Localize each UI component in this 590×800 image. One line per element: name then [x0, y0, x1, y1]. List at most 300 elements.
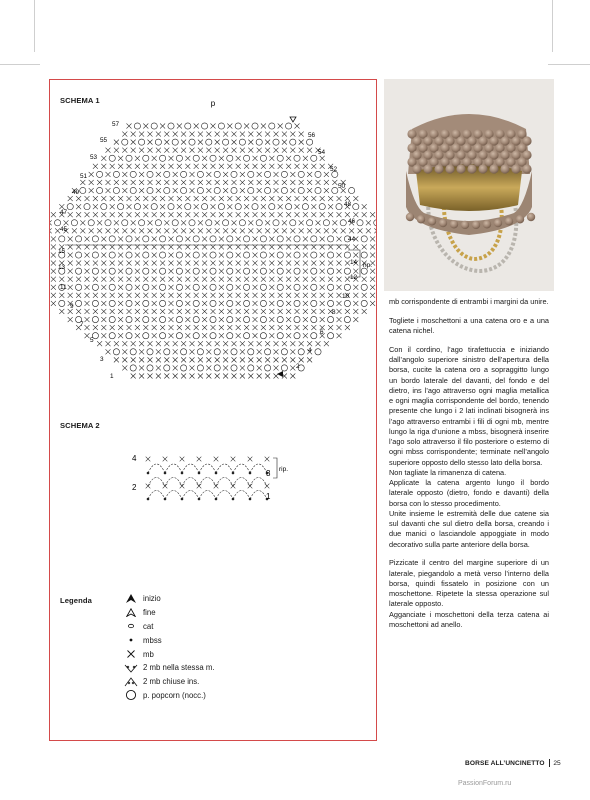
- stitch-mark: [248, 365, 254, 371]
- stitch-mark: [164, 187, 170, 193]
- stitch-mark: [370, 269, 375, 274]
- stitch-mark: [109, 333, 115, 339]
- stitch-mark: [294, 155, 300, 161]
- legend-label: 2 mb nella stessa m.: [143, 663, 215, 673]
- stitch-mark: [127, 293, 132, 298]
- stitch-mark: [253, 212, 258, 217]
- stitch-mark: [362, 212, 367, 217]
- stitch-mark: [299, 220, 304, 225]
- stitch-mark: [257, 172, 262, 177]
- stitch-mark: [366, 220, 371, 225]
- stitch-mark: [193, 333, 199, 339]
- stitch-mark: [277, 333, 283, 339]
- stitch-mark: [290, 341, 295, 346]
- stitch-mark: [139, 374, 144, 379]
- stitch-mark: [269, 309, 274, 314]
- stitch-mark: [307, 139, 313, 145]
- stitch-mark: [311, 236, 317, 242]
- stitch-mark: [324, 228, 329, 233]
- stitch-mark: [185, 285, 190, 290]
- stitch-mark: [143, 252, 149, 258]
- schema1-top-label: p: [210, 99, 216, 108]
- schema2-title: SCHEMA 2: [60, 421, 100, 430]
- stitch-mark: [253, 261, 258, 266]
- stitch-mark: [236, 333, 241, 338]
- stitch-mark: [345, 212, 350, 217]
- stitch-mark: [85, 277, 90, 282]
- stitch-mark: [290, 374, 295, 379]
- stitch-mark: [227, 124, 232, 129]
- stitch-mark: [244, 268, 250, 274]
- stitch-mark: [298, 349, 304, 355]
- stitch-mark: [164, 132, 169, 137]
- schema2-repeat-label: rip.: [279, 466, 289, 473]
- stitch-mark: [303, 325, 308, 330]
- stitch-mark: [277, 268, 283, 274]
- stitch-mark: [80, 187, 86, 193]
- stitch-mark: [110, 196, 115, 201]
- stitch-mark: [253, 269, 258, 274]
- stitch-mark: [260, 268, 266, 274]
- stitch-mark: [219, 317, 224, 322]
- stitch-mark: [337, 333, 342, 338]
- row-number: 55: [100, 137, 108, 144]
- stitch-mark: [337, 325, 342, 330]
- stitch-mark: [232, 357, 237, 362]
- row-number: 51: [80, 173, 88, 180]
- stitch-mark: [328, 325, 333, 330]
- stitch-mark: [110, 277, 115, 282]
- stitch-mark: [328, 204, 333, 209]
- stitch-mark: [177, 212, 182, 217]
- stitch-mark: [219, 236, 224, 241]
- stitch-mark: [114, 341, 119, 346]
- stitch-mark: [101, 164, 106, 169]
- stitch-mark: [143, 204, 148, 209]
- stitch-mark: [194, 124, 199, 129]
- stitch-mark: [361, 300, 367, 306]
- stitch-mark: [106, 349, 111, 354]
- stitch-mark: [148, 374, 153, 379]
- stitch-mark: [248, 457, 253, 462]
- stitch-mark: [135, 325, 140, 330]
- stitch-mark: [118, 204, 124, 210]
- stitch-mark: [349, 228, 354, 233]
- stitch-mark: [337, 309, 342, 314]
- stitch-mark: [286, 204, 292, 210]
- single-crochet-icon: [126, 649, 136, 659]
- stitch-mark: [210, 284, 216, 290]
- stitch-mark: [295, 204, 300, 209]
- stitch-mark: [257, 228, 262, 233]
- stitch-mark: [92, 268, 98, 274]
- stitch-mark: [215, 140, 220, 145]
- stitch-mark: [164, 341, 169, 346]
- stitch-mark: [198, 228, 203, 233]
- stitch-mark: [177, 309, 182, 314]
- stitch-mark: [160, 164, 165, 169]
- chain-arch: [216, 491, 233, 500]
- legend-label: p. popcorn (nocc.): [143, 690, 206, 700]
- stitch-mark: [311, 155, 317, 161]
- stitch-mark: [197, 457, 202, 462]
- stitch-mark: [173, 132, 178, 137]
- popcorn-bump: [439, 219, 447, 227]
- row-number: 6: [320, 329, 324, 336]
- legend-item: [122, 661, 322, 675]
- stitch-mark: [202, 261, 207, 266]
- stitch-mark: [148, 132, 153, 137]
- stitch-mark: [219, 333, 224, 338]
- stitch-mark: [210, 300, 216, 306]
- popcorn-bump: [412, 164, 421, 173]
- stitch-mark: [202, 236, 207, 241]
- stitch-mark: [240, 188, 245, 193]
- stitch-mark: [143, 261, 148, 266]
- stitch-mark: [193, 155, 199, 161]
- stitch-mark: [152, 333, 157, 338]
- stitch-mark: [89, 188, 94, 193]
- stitch-mark: [277, 252, 283, 258]
- stitch-mark: [177, 277, 182, 282]
- stitch-mark: [190, 357, 195, 362]
- stitch-mark: [290, 188, 295, 193]
- stitch-mark: [269, 325, 274, 330]
- stitch-mark: [290, 180, 295, 185]
- stitch-mark: [274, 172, 279, 177]
- stitch-mark: [370, 253, 375, 258]
- stitch-mark: [193, 236, 199, 242]
- stitch-mark: [218, 204, 224, 210]
- stitch-mark: [236, 309, 241, 314]
- stitch-mark: [269, 123, 275, 129]
- stitch-mark: [244, 325, 249, 330]
- stitch-mark: [109, 268, 115, 274]
- stitch-mark: [127, 124, 132, 129]
- stitch-mark: [51, 236, 56, 241]
- stitch-mark: [118, 309, 123, 314]
- page-number: 25: [553, 759, 561, 767]
- stitch-mark: [85, 301, 90, 306]
- stitch-mark: [260, 316, 266, 322]
- stitch-mark: [148, 180, 153, 185]
- stitch-mark: [274, 357, 279, 362]
- crochet-bag-illustration: [384, 79, 554, 291]
- stitch-mark: [337, 212, 342, 217]
- stitch-mark: [97, 171, 103, 177]
- stitch-mark: [223, 228, 228, 233]
- stitch-mark: [122, 139, 128, 145]
- stitch-mark: [152, 212, 157, 217]
- legend-label: cat: [143, 621, 154, 631]
- stitch-mark: [122, 228, 127, 233]
- popcorn-bump: [450, 220, 458, 228]
- stitch-mark: [176, 268, 182, 274]
- stitch-mark: [118, 317, 123, 322]
- stitch-mark: [173, 180, 178, 185]
- stitch-mark: [253, 236, 258, 241]
- stitch-mark: [278, 293, 283, 298]
- row-number: 45: [60, 226, 68, 233]
- stitch-mark: [260, 284, 266, 290]
- stitch-mark: [118, 261, 123, 266]
- stitch-mark: [248, 187, 254, 193]
- stitch-mark: [227, 252, 233, 258]
- footer-separator: [549, 759, 550, 767]
- stitch-mark: [185, 277, 190, 282]
- crop-mark: [0, 64, 40, 65]
- stitch-mark: [303, 196, 308, 201]
- stitch-mark: [295, 164, 300, 169]
- stitch-mark: [219, 285, 224, 290]
- stitch-mark: [311, 300, 317, 306]
- stitch-mark: [85, 325, 90, 330]
- stitch-mark: [68, 277, 73, 282]
- stitch-mark: [189, 220, 195, 226]
- stitch-mark: [232, 374, 237, 379]
- stitch-mark: [84, 204, 90, 210]
- stitch-mark: [176, 300, 182, 306]
- stitch-mark: [143, 212, 148, 217]
- stitch-mark: [281, 187, 287, 193]
- stitch-mark: [169, 333, 174, 338]
- row-number: 7: [80, 321, 84, 328]
- stitch-mark: [269, 277, 274, 282]
- stitch-mark: [127, 277, 132, 282]
- stitch-mark: [253, 317, 258, 322]
- stitch-mark: [185, 261, 190, 266]
- stitch-mark: [236, 317, 241, 322]
- stitch-mark: [328, 293, 333, 298]
- stitch-mark: [311, 293, 316, 298]
- legend-item: [122, 620, 322, 634]
- stitch-mark: [76, 261, 81, 266]
- stitch-mark: [311, 268, 317, 274]
- stitch-mark: [361, 252, 367, 258]
- schema2-repeat-bracket: [273, 458, 277, 478]
- stitch-mark: [193, 268, 199, 274]
- stitch-mark: [223, 188, 228, 193]
- stitch-mark: [257, 349, 262, 354]
- stitch-mark: [277, 300, 283, 306]
- stitch-mark: [344, 316, 350, 322]
- stitch-mark: [93, 196, 98, 201]
- stitch-mark: [131, 220, 136, 225]
- stitch-mark: [127, 309, 132, 314]
- stitch-mark: [248, 180, 253, 185]
- stitch-mark: [177, 204, 182, 209]
- stitch-mark: [109, 252, 115, 258]
- stitch-mark: [303, 317, 308, 322]
- stitch-mark: [85, 333, 90, 338]
- stitch-mark: [294, 300, 300, 306]
- stitch-mark: [286, 309, 291, 314]
- stitch-mark: [139, 228, 144, 233]
- crop-mark: [548, 64, 590, 65]
- stitch-mark: [370, 293, 375, 298]
- stitch-mark: [76, 277, 81, 282]
- stitch-mark: [328, 333, 334, 339]
- stitch-mark: [328, 300, 334, 306]
- stitch-mark: [181, 187, 187, 193]
- stitch-mark: [282, 132, 287, 137]
- stitch-mark: [244, 252, 250, 258]
- stitch-mark: [286, 325, 291, 330]
- stitch-mark: [244, 277, 249, 282]
- stitch-mark: [344, 300, 350, 306]
- stitch-mark: [156, 374, 161, 379]
- stitch-mark: [152, 253, 157, 258]
- stitch-mark: [202, 156, 207, 161]
- watermark: PassionForum.ru: [458, 780, 512, 787]
- stitch-mark: [169, 253, 174, 258]
- stitch-mark: [294, 252, 300, 258]
- article-paragraph: Con il cordino, l’ago tirafettuccia e iniziando dall’angolo superiore sinistro dell’apertura della borsa, cucite la catena oro a sopraggitto lungo un bordo laterale del davanti, del fondo e del dietro, ins l’ago attraverso ogni maglia metallica e ogni maglia corrispondente del bordo, tenendo presente che lungo i 2 lati inclinati bisognerà ins l’ago attraverso entrambi i fili di ogni mb, mentre lungo la riga d’unione a mbss, bisognerà inserire l’ago solo attraverso il filo posteriore o esterno di ogni mbss corrispondente; terminate nell’angolo superiore opposto dello stesso lato della borsa.: [389, 344, 549, 467]
- stitch-mark: [122, 220, 128, 226]
- stitch-mark: [160, 204, 165, 209]
- stitch-mark: [282, 220, 287, 225]
- article-text: [389, 297, 549, 630]
- stitch-mark: [219, 293, 224, 298]
- stitch-mark: [68, 269, 73, 274]
- stitch-mark: [68, 317, 73, 322]
- popcorn-bump: [434, 164, 443, 173]
- chain-arch: [233, 478, 250, 487]
- stitch-mark: [148, 341, 153, 346]
- stitch-mark: [215, 148, 220, 153]
- stitch-mark: [223, 357, 228, 362]
- row-number: 46: [348, 218, 356, 225]
- popcorn-bump: [516, 215, 524, 223]
- stitch-mark: [337, 317, 342, 322]
- stitch-mark: [152, 285, 157, 290]
- stitch-mark: [357, 220, 363, 226]
- stitch-mark: [67, 204, 73, 210]
- chain-arch: [148, 464, 165, 473]
- article-paragraph: Non tagliate la rimanenza di catena.: [389, 467, 507, 477]
- stitch-mark: [164, 228, 169, 233]
- stitch-mark: [198, 140, 203, 145]
- stitch-mark: [290, 228, 295, 233]
- legend-list: [122, 592, 322, 702]
- stitch-mark: [281, 171, 287, 177]
- stitch-mark: [72, 228, 77, 233]
- stitch-mark: [244, 284, 250, 290]
- stitch-mark: [248, 220, 253, 225]
- row-number: 10: [342, 293, 350, 300]
- stitch-mark: [59, 300, 65, 306]
- popcorn-bump: [489, 164, 498, 173]
- stitch-mark: [311, 325, 316, 330]
- stitch-mark: [261, 325, 266, 330]
- stitch-mark: [219, 325, 224, 330]
- stitch-mark: [139, 188, 144, 193]
- stitch-mark: [92, 316, 98, 322]
- stitch-mark: [76, 268, 82, 274]
- stitch-mark: [278, 204, 283, 209]
- stitch-mark: [143, 268, 149, 274]
- stitch-mark: [324, 172, 329, 177]
- stitch-mark: [257, 341, 262, 346]
- stitch-mark: [71, 220, 77, 226]
- stitch-mark: [210, 252, 216, 258]
- stitch-mark: [277, 284, 283, 290]
- stitch-mark: [169, 277, 174, 282]
- stitch-mark: [185, 212, 190, 217]
- decrease-icon: [124, 677, 138, 687]
- chain-arch: [216, 478, 233, 487]
- stitch-mark: [148, 357, 153, 362]
- stitch-mark: [269, 236, 274, 241]
- stitch-mark: [206, 374, 211, 379]
- stitch-mark: [85, 293, 90, 298]
- popcorn-bump: [461, 221, 469, 229]
- stitch-mark: [358, 228, 363, 233]
- stitch-mark: [353, 317, 358, 322]
- stitch-mark: [265, 171, 271, 177]
- stitch-mark: [176, 316, 182, 322]
- stitch-mark: [320, 293, 325, 298]
- stitch-mark: [303, 333, 308, 338]
- stitch-mark: [286, 261, 291, 266]
- stitch-mark: [353, 301, 358, 306]
- row-number: 11: [60, 284, 67, 291]
- stitch-mark: [307, 172, 312, 177]
- stitch-mark: [244, 212, 249, 217]
- stitch-mark: [320, 277, 325, 282]
- stitch-mark: [320, 261, 325, 266]
- stitch-mark: [185, 325, 190, 330]
- stitch-mark: [169, 236, 174, 241]
- stitch-mark: [274, 148, 279, 153]
- stitch-mark: [202, 325, 207, 330]
- stitch-mark: [274, 365, 279, 370]
- stitch-mark: [169, 301, 174, 306]
- stitch-mark: [92, 300, 98, 306]
- stitch-mark: [139, 132, 144, 137]
- stitch-mark: [76, 284, 82, 290]
- stitch-mark: [190, 349, 195, 354]
- stitch-mark: [118, 236, 123, 241]
- stitch-mark: [113, 171, 119, 177]
- stitch-mark: [126, 155, 132, 161]
- stitch-mark: [303, 236, 308, 241]
- stitch-mark: [252, 123, 258, 129]
- stitch-mark: [265, 374, 270, 379]
- stitch-mark: [340, 220, 346, 226]
- stitch-mark: [143, 236, 149, 242]
- stitch-mark: [190, 148, 195, 153]
- stitch-mark: [307, 228, 312, 233]
- stitch-mark: [227, 300, 233, 306]
- stitch-mark: [282, 357, 287, 362]
- stitch-mark: [236, 253, 241, 258]
- chain-stitch-icon: [126, 623, 136, 629]
- stitch-mark: [197, 349, 203, 355]
- stitch-mark: [147, 365, 153, 371]
- stitch-mark: [261, 124, 266, 129]
- stitch-mark: [240, 172, 245, 177]
- row-number: 2: [296, 363, 300, 370]
- stitch-mark: [206, 172, 211, 177]
- stitch-mark: [160, 236, 166, 242]
- stitch-mark: [185, 317, 190, 322]
- stitch-mark: [240, 228, 245, 233]
- stitch-mark: [269, 285, 274, 290]
- stitch-mark: [320, 164, 325, 169]
- stitch-mark: [269, 156, 274, 161]
- stitch-mark: [244, 124, 249, 129]
